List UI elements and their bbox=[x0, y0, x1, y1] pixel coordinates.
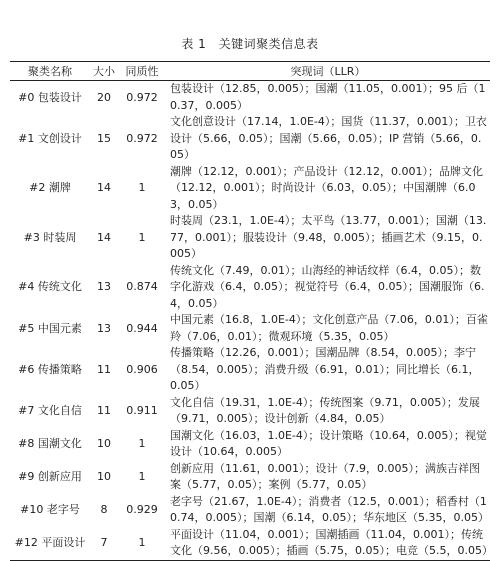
table-title: 关键词聚类信息表 bbox=[218, 37, 319, 51]
cluster-size-cell: 7 bbox=[100, 536, 108, 549]
burst-terms-cell: 包装设计（12.85，0.005）；国潮（11.05，0.001）；95 后（10.37，0.005） bbox=[170, 82, 486, 112]
cluster-name-cell: #3 时装周 bbox=[23, 230, 77, 244]
cluster-size-cell: 10 bbox=[97, 470, 111, 483]
cluster-name-cell: #9 创新应用 bbox=[18, 470, 82, 483]
homogeneity-cell: 1 bbox=[138, 181, 146, 195]
header-cluster-name: 聚类名称 bbox=[28, 65, 72, 78]
table-row bbox=[10, 263, 490, 313]
header-burst-terms: 突现词（LLR） bbox=[290, 65, 366, 78]
table-caption bbox=[0, 35, 500, 52]
table-row bbox=[10, 428, 490, 461]
cluster-name-cell: #1 文创设计 bbox=[18, 131, 82, 145]
table-row bbox=[10, 312, 490, 345]
cluster-name-cell: #10 老字号 bbox=[20, 503, 80, 516]
cluster-name-cell: #6 传播策略 bbox=[18, 362, 82, 376]
table-row bbox=[10, 527, 490, 561]
header-row bbox=[10, 62, 490, 81]
table-number: 表 1 bbox=[181, 37, 207, 51]
keyword-cluster-table bbox=[10, 61, 493, 561]
burst-terms-cell: 传统文化（7.49，0.01）；山海经的神话纹样（6.4，0.05）；数字化游戏（6.4，0.05）；视觉符号（6.4，0.05）；国潮服饰（6.4，0.05） bbox=[170, 263, 485, 310]
burst-terms-cell: 中国元素（16.8，1.0E-4）；文化创意产品（7.06，0.01）；百雀羚（7.06，0.01）；微观环境（5.35，0.05） bbox=[170, 313, 488, 343]
cluster-name-cell: #4 传统文化 bbox=[18, 280, 82, 294]
homogeneity-cell: 0.911 bbox=[126, 404, 158, 417]
cluster-size-cell: 20 bbox=[97, 90, 111, 104]
cluster-name-cell: #5 中国元素 bbox=[18, 321, 82, 335]
table-row bbox=[10, 494, 490, 527]
cluster-name-cell: #8 国潮文化 bbox=[18, 437, 82, 450]
cluster-size-cell: 11 bbox=[97, 404, 111, 417]
cluster-size-cell: 14 bbox=[97, 181, 111, 195]
cluster-size-cell: 11 bbox=[97, 362, 111, 376]
cluster-size-cell: 10 bbox=[97, 437, 111, 450]
table-body bbox=[10, 81, 493, 561]
cluster-size-cell: 8 bbox=[100, 503, 108, 516]
table-row bbox=[10, 345, 490, 395]
cluster-name-cell: #12 平面设计 bbox=[14, 536, 86, 549]
homogeneity-cell: 0.972 bbox=[126, 131, 158, 145]
table-row bbox=[10, 395, 490, 428]
table-row bbox=[10, 114, 490, 164]
burst-terms-cell: 传播策略（12.26，0.001）；国潮品牌（8.54，0.005）；李宁（8.54，0.005）；消费升级（6.91，0.01）；同比增长（6.1，0.05） bbox=[170, 346, 480, 392]
homogeneity-cell: 0.972 bbox=[126, 90, 158, 104]
table-row bbox=[10, 81, 490, 115]
cluster-name-cell: #2 潮牌 bbox=[29, 181, 71, 195]
header-homogeneity: 同质性 bbox=[125, 65, 159, 78]
table-row bbox=[10, 213, 490, 263]
cluster-size-cell: 15 bbox=[97, 131, 111, 145]
burst-terms-cell: 老字号（21.67，1.0E-4）；消费者（12.5，0.001）；稻香村（10.74，0.005）；国潮（6.14，0.05）；华东地区（5.35，0.05） bbox=[170, 494, 489, 524]
homogeneity-cell: 1 bbox=[138, 437, 146, 450]
header-size: 大小 bbox=[93, 65, 115, 78]
homogeneity-cell: 0.906 bbox=[126, 362, 158, 376]
burst-terms-cell: 时装周（23.1，1.0E-4）；太平鸟（13.77，0.001）；国潮（13.77，0.001）；服装设计（9.48，0.005）；插画艺术（9.15，0.005） bbox=[170, 214, 487, 260]
burst-terms-cell: 国潮文化（16.03，1.0E-4）；设计策略（10.64，0.005）；视觉设计（10.64，0.005） bbox=[170, 428, 487, 458]
burst-terms-cell: 平面设计（11.04，0.001）；国潮插画（11.04，0.001）；传统文化（9.56，0.005）；插画（5.75，0.05）；电竞（5.5，0.05） bbox=[170, 527, 493, 557]
burst-terms-cell: 创新应用（11.61，0.001）；设计（7.9，0.005）；满族吉祥图案（5.77，0.05）；案例（5.77，0.05） bbox=[170, 461, 480, 491]
burst-terms-cell: 文化创意设计（17.14，1.0E-4）；国货（11.37，0.001）；卫衣设计（5.66，0.05）；国潮（5.66，0.05）；IP 营销（5.66，0.05） bbox=[170, 115, 487, 161]
table-row bbox=[10, 164, 490, 214]
homogeneity-cell: 0.944 bbox=[126, 321, 158, 335]
cluster-size-cell: 13 bbox=[97, 321, 111, 335]
cluster-name-cell: #7 文化自信 bbox=[18, 404, 82, 417]
homogeneity-cell: 1 bbox=[138, 470, 146, 483]
cluster-size-cell: 13 bbox=[97, 280, 111, 294]
cluster-name-cell: #0 包装设计 bbox=[18, 90, 82, 104]
cluster-size-cell: 14 bbox=[97, 230, 111, 244]
table-row bbox=[10, 461, 490, 494]
homogeneity-cell: 0.929 bbox=[126, 503, 158, 516]
homogeneity-cell: 1 bbox=[138, 230, 146, 244]
burst-terms-cell: 潮牌（12.12，0.001）；产品设计（12.12，0.001）；品牌文化（12.12，0.001）；时尚设计（6.03，0.05）；中国潮牌（6.03，0.05） bbox=[170, 164, 483, 211]
homogeneity-cell: 1 bbox=[138, 536, 146, 549]
burst-terms-cell: 文化自信（19.31，1.0E-4）；传统图案（9.71，0.005）；发展（9.71，0.005）；设计创新（4.84，0.05） bbox=[170, 395, 480, 425]
table-header bbox=[10, 62, 490, 81]
homogeneity-cell: 0.874 bbox=[126, 280, 158, 294]
